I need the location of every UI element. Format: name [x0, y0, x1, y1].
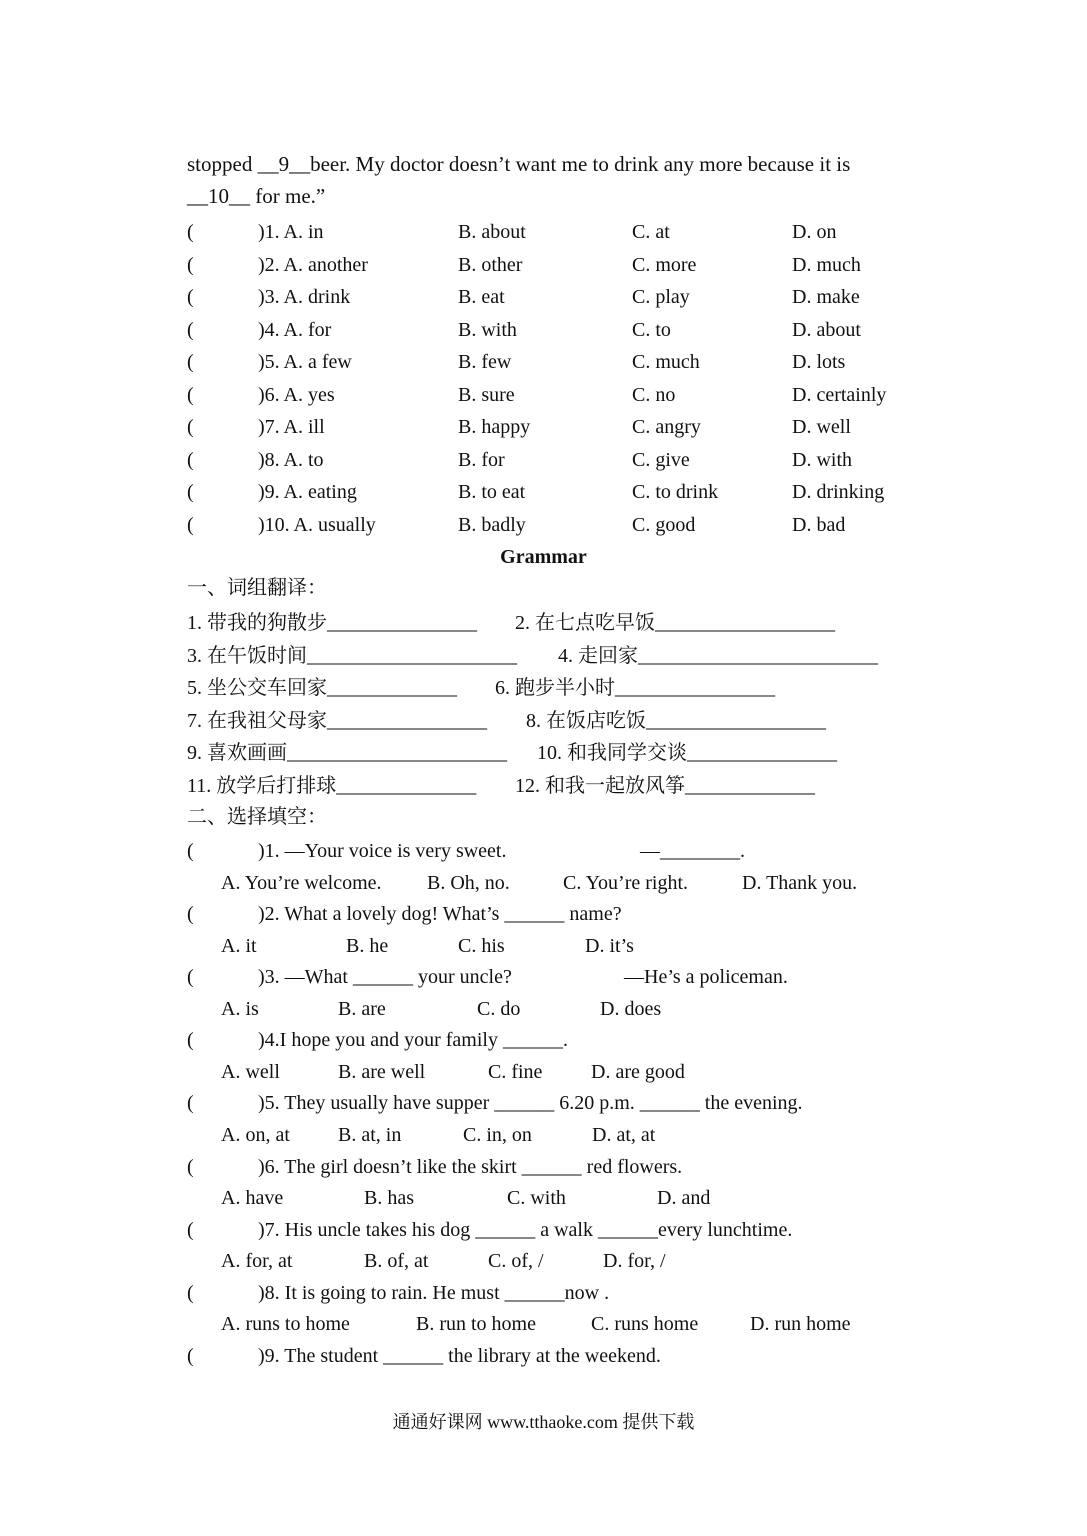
choice-option: B. at, in — [338, 1123, 402, 1146]
option-c: C. to — [632, 318, 671, 341]
choice-option: A. for, at — [221, 1250, 293, 1273]
choice-option: C. fine — [488, 1060, 543, 1083]
option-b: B. about — [458, 221, 526, 243]
passage-line-2: __10__ for me.” — [187, 184, 326, 208]
phrase-item-right: 6. 跑步半小时________________ — [495, 677, 775, 700]
option-b: B. other — [458, 253, 523, 276]
option-d: D. well — [792, 416, 851, 438]
choice-option: D. at, at — [592, 1123, 656, 1146]
phrase-item-right: 10. 和我同学交谈_______________ — [537, 742, 837, 765]
option-d: D. on — [792, 221, 837, 243]
option-a: )7. A. ill — [258, 416, 325, 438]
answer-paren: ( — [187, 221, 194, 243]
option-d: D. make — [792, 286, 860, 308]
passage-line-1: stopped __9__beer. My doctor doesn’t want me to drink any more because it is — [187, 152, 851, 176]
choice-option: C. of, / — [488, 1250, 544, 1273]
option-a: )3. A. drink — [258, 286, 351, 308]
answer-paren: ( — [187, 1281, 194, 1304]
choice-option: D. are good — [591, 1060, 685, 1083]
option-a: )10. A. usually — [258, 513, 376, 536]
answer-paren: ( — [187, 1344, 194, 1367]
section-title-grammar: Grammar — [500, 546, 587, 568]
phrase-item-left: 5. 坐公交车回家_____________ — [187, 677, 457, 700]
answer-paren: ( — [187, 903, 194, 926]
phrase-item-right: 4. 走回家________________________ — [558, 644, 878, 667]
option-b: B. sure — [458, 383, 515, 406]
choice-option: B. are — [338, 997, 386, 1020]
phrase-item-left: 7. 在我祖父母家________________ — [187, 709, 487, 732]
answer-paren: ( — [187, 481, 194, 503]
phrase-item-left: 3. 在午饭时间_____________________ — [187, 644, 517, 667]
page-footer: 通通好课网 www.tthaoke.com 提供下载 — [392, 1412, 695, 1432]
choice-option: A. have — [221, 1187, 284, 1209]
option-c: C. at — [632, 221, 670, 243]
choice-option: D. and — [657, 1187, 711, 1209]
option-c: C. angry — [632, 416, 701, 438]
phrase-item-right: 2. 在七点吃早饭__________________ — [515, 612, 835, 634]
choice-option: A. well — [221, 1060, 280, 1083]
question-text: )7. His uncle takes his dog ______ a walk ______every lunchtime. — [258, 1218, 793, 1241]
option-b: B. badly — [458, 513, 526, 536]
answer-paren: ( — [187, 286, 194, 308]
choice-option: B. has — [364, 1187, 414, 1209]
question-text: )4.I hope you and your family ______. — [258, 1029, 568, 1052]
answer-paren: ( — [187, 1092, 194, 1115]
option-a: )9. A. eating — [258, 481, 357, 503]
choice-option: A. is — [221, 997, 259, 1020]
option-c: C. more — [632, 253, 697, 276]
choice-option: C. his — [458, 934, 505, 957]
option-d: D. much — [792, 253, 861, 276]
choice-option: A. You’re welcome. — [221, 871, 382, 894]
option-a: )4. A. for — [258, 318, 332, 341]
answer-paren: ( — [187, 448, 194, 471]
answer-paren: ( — [187, 253, 194, 276]
option-d: D. lots — [792, 351, 846, 373]
option-a: )5. A. a few — [258, 351, 352, 373]
option-b: B. few — [458, 351, 512, 373]
choice-option: B. he — [346, 934, 389, 957]
phrase-item-left: 9. 喜欢画画______________________ — [187, 742, 507, 765]
answer-paren: ( — [187, 840, 194, 862]
option-b: B. eat — [458, 286, 505, 308]
choice-option: D. for, / — [603, 1250, 666, 1273]
choice-option: C. runs home — [591, 1313, 699, 1336]
question-response: —He’s a policeman. — [624, 966, 788, 989]
option-b: B. happy — [458, 416, 531, 438]
choice-option: B. run to home — [416, 1313, 536, 1336]
answer-paren: ( — [187, 1029, 194, 1052]
option-c: C. good — [632, 513, 696, 536]
question-text: )6. The girl doesn’t like the skirt ______ red flowers. — [258, 1155, 683, 1178]
section-heading-multiple-choice: 二、选择填空： — [187, 806, 327, 828]
question-response: —________. — [640, 840, 745, 862]
question-text: )5. They usually have supper ______ 6.20 p.m. ______ the evening. — [258, 1092, 803, 1115]
phrase-item-left: 1. 带我的狗散步_______________ — [187, 612, 477, 634]
question-text: )9. The student ______ the library at the weekend. — [258, 1344, 661, 1367]
option-a: )1. A. in — [258, 221, 324, 243]
option-c: C. give — [632, 448, 690, 471]
answer-paren: ( — [187, 318, 194, 341]
option-a: )6. A. yes — [258, 383, 335, 406]
option-d: D. drinking — [792, 481, 885, 503]
option-a: )2. A. another — [258, 253, 368, 276]
choice-option: B. Oh, no. — [427, 871, 510, 894]
option-c: C. much — [632, 351, 700, 373]
question-text: )8. It is going to rain. He must ______now . — [258, 1281, 610, 1304]
choice-option: A. it — [221, 934, 257, 957]
choice-option: C. do — [477, 997, 521, 1020]
phrase-item-right: 12. 和我一起放风筝_____________ — [515, 775, 815, 797]
phrase-item-right: 8. 在饭店吃饭__________________ — [526, 709, 826, 732]
question-text: )2. What a lovely dog! What’s ______ name? — [258, 903, 622, 926]
option-d: D. bad — [792, 513, 846, 536]
option-b: B. with — [458, 318, 517, 341]
phrase-item-left: 11. 放学后打排球______________ — [187, 775, 477, 797]
choice-option: B. of, at — [364, 1250, 429, 1273]
choice-option: D. run home — [750, 1313, 851, 1336]
choice-option: B. are well — [338, 1060, 426, 1083]
option-d: D. with — [792, 448, 852, 471]
question-text: )1. —Your voice is very sweet. — [258, 840, 507, 862]
option-a: )8. A. to — [258, 448, 324, 471]
answer-paren: ( — [187, 383, 194, 406]
option-c: C. no — [632, 383, 676, 406]
section-heading-phrase-translation: 一、词组翻译： — [187, 577, 327, 599]
question-text: )3. —What ______ your uncle? — [258, 966, 512, 989]
answer-paren: ( — [187, 966, 194, 989]
choice-option: D. Thank you. — [742, 871, 858, 894]
option-d: D. about — [792, 318, 861, 341]
option-b: B. for — [458, 448, 505, 471]
answer-paren: ( — [187, 351, 194, 373]
answer-paren: ( — [187, 416, 194, 438]
choice-option: C. You’re right. — [563, 871, 689, 894]
option-d: D. certainly — [792, 383, 887, 406]
choice-option: C. with — [507, 1187, 566, 1209]
option-c: C. to drink — [632, 481, 719, 503]
choice-option: A. on, at — [221, 1123, 290, 1146]
choice-option: D. does — [600, 997, 662, 1020]
answer-paren: ( — [187, 1218, 194, 1241]
answer-paren: ( — [187, 513, 194, 536]
choice-option: C. in, on — [463, 1123, 532, 1146]
answer-paren: ( — [187, 1155, 194, 1178]
option-b: B. to eat — [458, 481, 526, 503]
choice-option: D. it’s — [585, 934, 634, 957]
option-c: C. play — [632, 286, 690, 308]
choice-option: A. runs to home — [221, 1313, 350, 1336]
